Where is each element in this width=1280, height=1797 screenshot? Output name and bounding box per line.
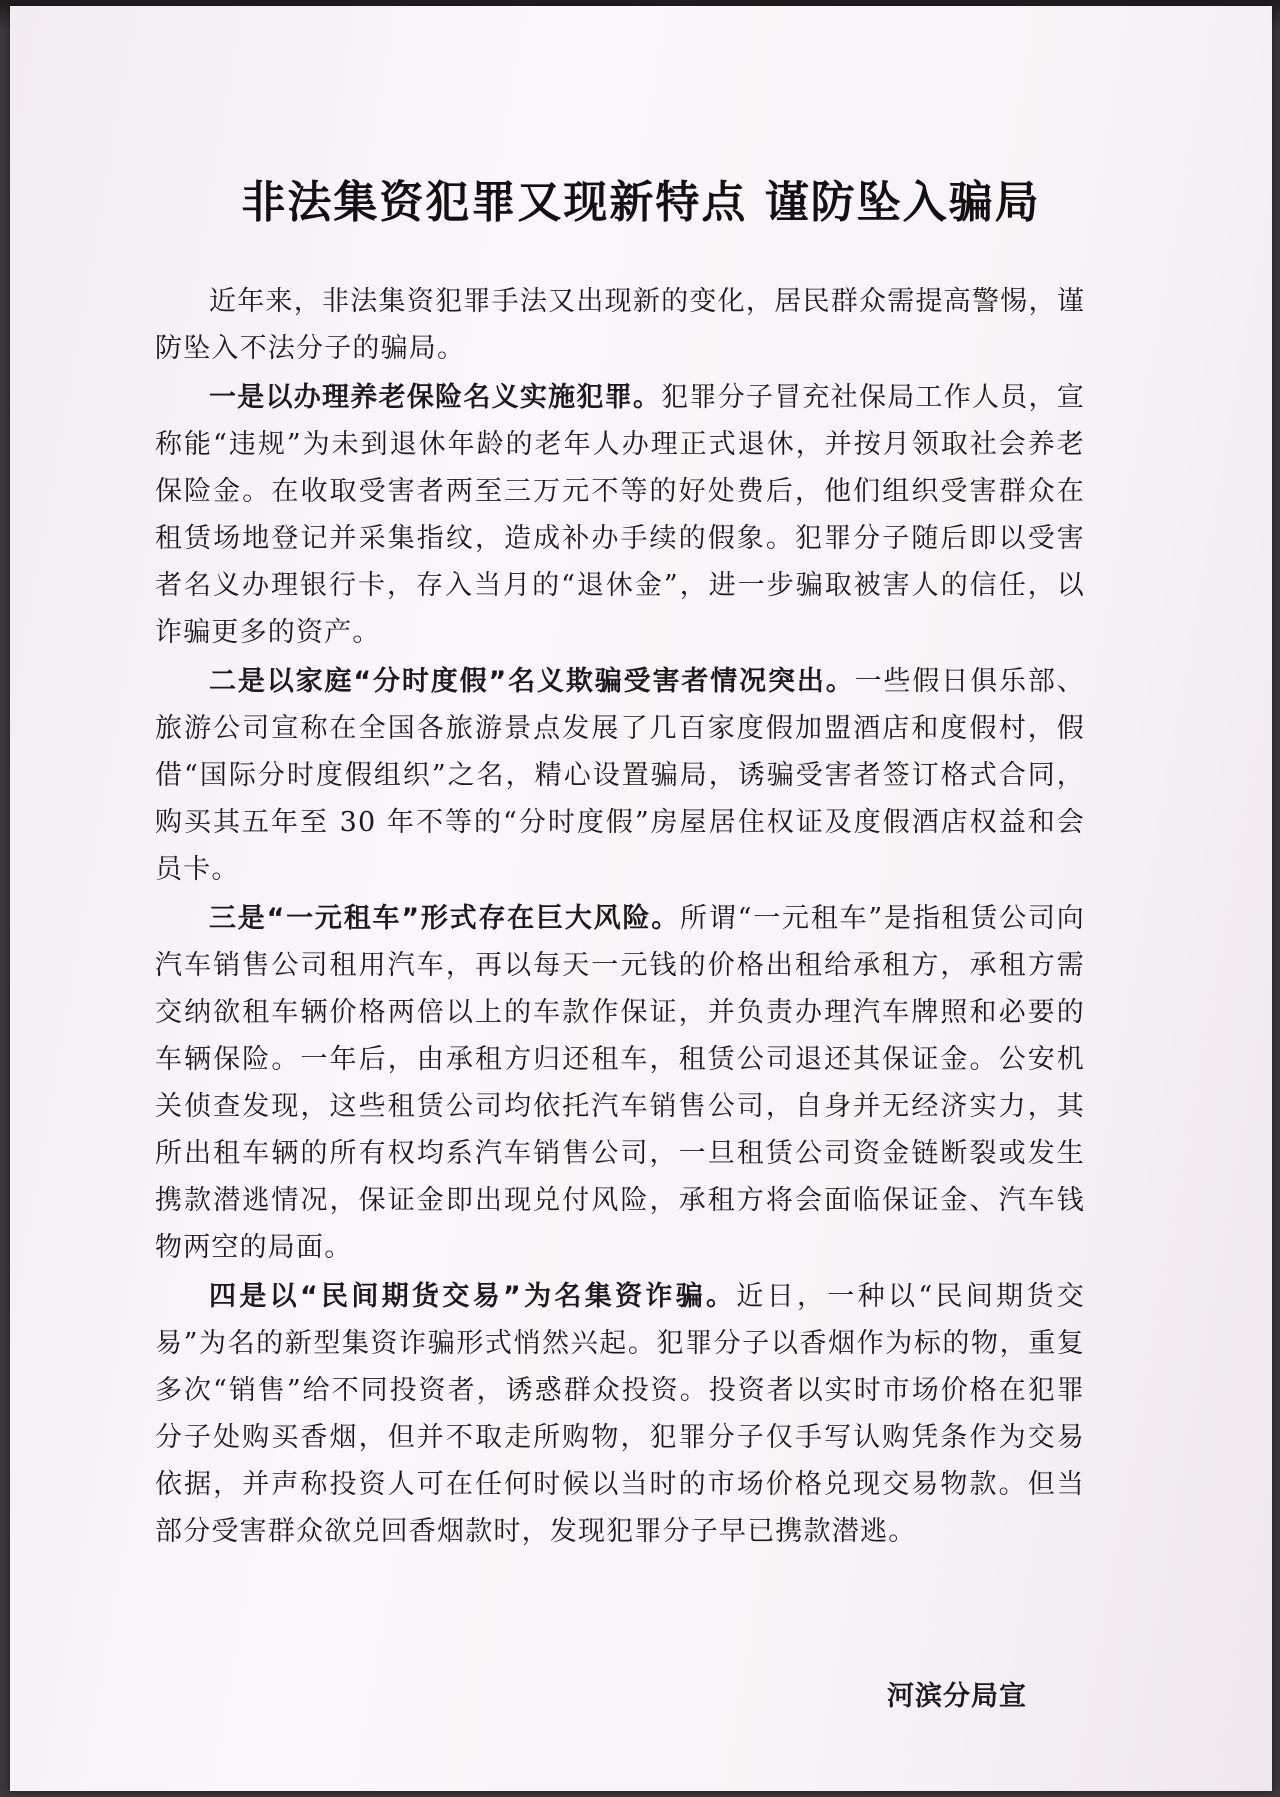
section-paragraph-2 <box>155 658 1085 893</box>
document-body <box>155 278 1085 1557</box>
section-paragraph-3 <box>155 895 1085 1271</box>
intro-paragraph: 近年来，非法集资犯罪手法又出现新的变化，居民群众需提高警惕，谨防坠入不法分子的骗局。 <box>155 286 1085 364</box>
section-text-4: 近日，一种以“民间期货交易”为名的新型集资诈骗形式悄然兴起。犯罪分子以香烟作为标的物，重复多次“销售”给不同投资者，诱惑群众投资。投资者以实时市场价格在犯罪分子处购买香烟，但并不取走所购物，犯罪分子仅手写认购凭条作为交易依据，并声称投资人可在任何时候以当时的市场价格兑现交易物款。但当部分受害群众欲兑回香烟款时，发现犯罪分子早已携款潜逃。 <box>155 1281 1085 1547</box>
section-lead-4: 四是以“民间期货交易”为名集资诈骗。 <box>209 1281 737 1312</box>
section-paragraph-1 <box>155 374 1085 656</box>
document-title: 非法集资犯罪又现新特点 谨防坠入骗局 <box>241 177 1041 228</box>
issuer-signature: 河滨分局宣 <box>887 1681 1027 1712</box>
section-text-2: 一些假日俱乐部、旅游公司宣称在全国各旅游景点发展了几百家度假加盟酒店和度假村，假借“国际分时度假组织”之名，精心设置骗局，诱骗受害者签订格式合同，购买其五年至 30 年不等的“分时度假”房屋居住权证及度假酒店权益和会员卡。 <box>155 666 1085 885</box>
section-lead-1: 一是以办理养老保险名义实施犯罪。 <box>209 382 662 413</box>
section-text-3: 所谓“一元租车”是指租赁公司向汽车销售公司租用汽车，再以每天一元钱的价格出租给承租方，承租方需交纳欲租车辆价格两倍以上的车款作保证，并负责办理汽车牌照和必要的车辆保险。一年后，由承租方归还租车，租赁公司退还其保证金。公安机关侦查发现，这些租赁公司均依托汽车销售公司，自身并无经济实力，其所出租车辆的所有权均系汽车销售公司，一旦租赁公司资金链断裂或发生携款潜逃情况，保证金即出现兑付风险，承租方将会面临保证金、汽车钱物两空的局面。 <box>155 903 1086 1263</box>
section-paragraph-4 <box>155 1273 1085 1555</box>
section-text-1: 犯罪分子冒充社保局工作人员，宣称能“违规”为未到退休年龄的老年人办理正式退休，并按月领取社会养老保险金。在收取受害者两至三万元不等的好处费后，他们组织受害群众在租赁场地登记并采集指纹，造成补办手续的假象。犯罪分子随后即以受害者名义办理银行卡，存入当月的“退休金”，进一步骗取被害人的信任，以诈骗更多的资产。 <box>155 382 1086 648</box>
section-lead-2: 二是以家庭“分时度假”名义欺骗受害者情况突出。 <box>209 666 855 697</box>
paper-sheet <box>10 6 1272 1791</box>
section-lead-3: 三是“一元租车”形式存在巨大风险。 <box>209 903 681 934</box>
